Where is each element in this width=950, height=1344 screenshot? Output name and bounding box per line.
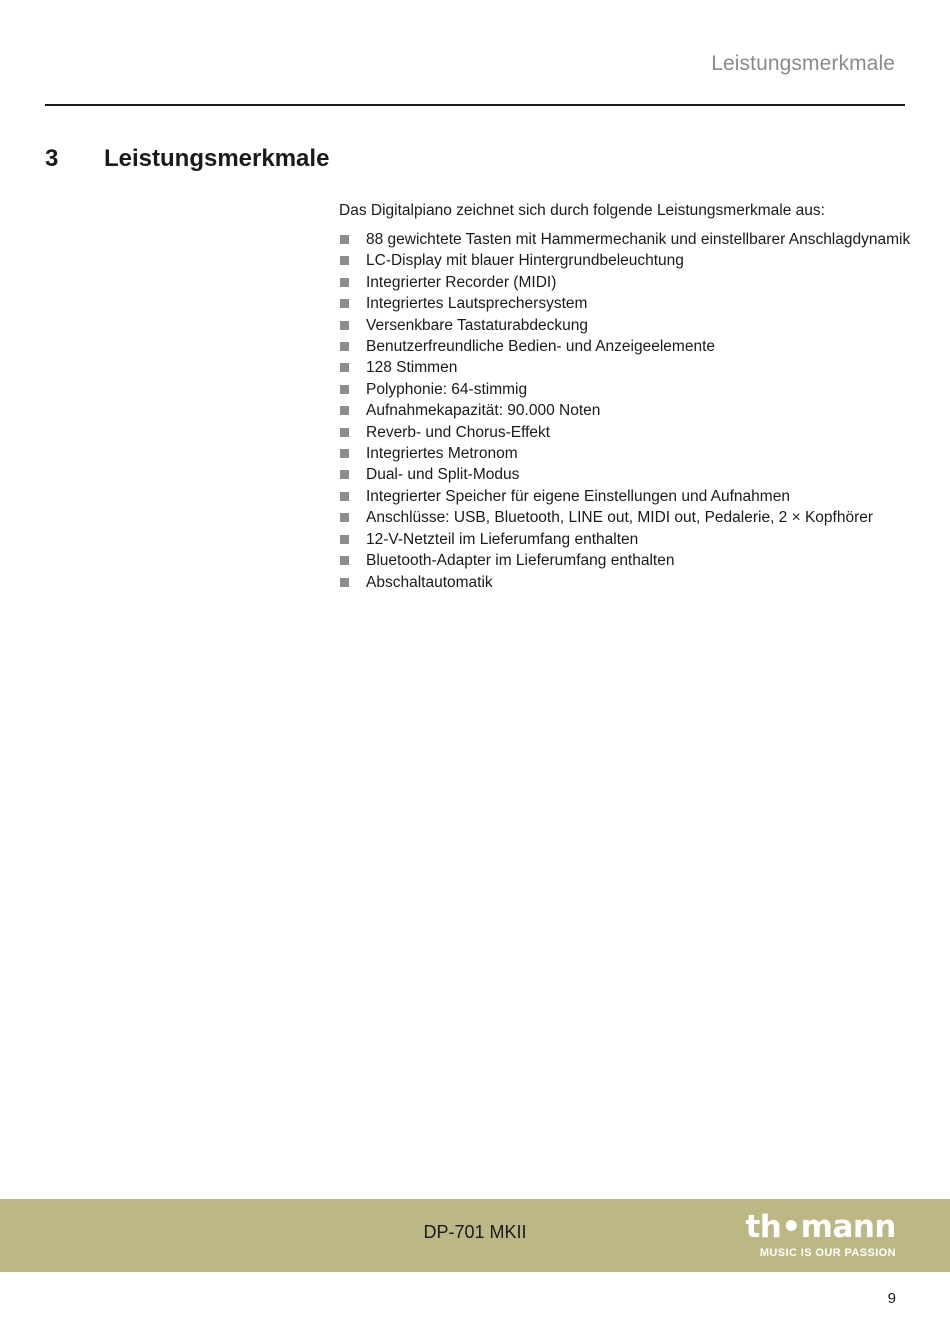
square-bullet-icon xyxy=(340,470,349,479)
feature-item xyxy=(339,550,909,571)
intro-paragraph: Das Digitalpiano zeichnet sich durch folgende Leistungsmerkmale aus: xyxy=(339,202,825,219)
square-bullet-icon xyxy=(340,256,349,265)
feature-item xyxy=(339,315,909,336)
running-header: Leistungsmerkmale xyxy=(711,52,895,75)
feature-text: 128 Stimmen xyxy=(366,359,458,377)
feature-item xyxy=(339,529,909,550)
feature-text: Bluetooth-Adapter im Lieferumfang enthalten xyxy=(366,552,675,570)
feature-text: Polyphonie: 64-stimmig xyxy=(366,380,528,398)
feature-text: Integrierter Speicher für eigene Einstellungen und Aufnahmen xyxy=(366,487,790,505)
feature-item xyxy=(339,507,909,528)
feature-text: 88 gewichtete Tasten mit Hammermechanik und einstellbarer Anschlagdynamik xyxy=(366,231,911,248)
feature-text: LC-Display mit blauer Hintergrundbeleuchtung xyxy=(366,252,684,270)
feature-item xyxy=(339,379,909,400)
square-bullet-icon xyxy=(340,449,349,458)
square-bullet-icon xyxy=(340,278,349,287)
feature-text: Reverb- und Chorus-Effekt xyxy=(366,423,551,441)
square-bullet-icon xyxy=(340,556,349,565)
square-bullet-icon xyxy=(340,363,349,372)
square-bullet-icon xyxy=(340,299,349,308)
square-bullet-icon xyxy=(340,578,349,587)
page-number: 9 xyxy=(887,1290,896,1307)
feature-item xyxy=(339,336,909,357)
square-bullet-icon xyxy=(340,513,349,522)
feature-text: 12-V-Netzteil im Lieferumfang enthalten xyxy=(366,530,639,548)
feature-text: Aufnahmekapazität: 90.000 Noten xyxy=(366,402,601,420)
logo-tagline: MUSIC IS OUR PASSION xyxy=(759,1247,896,1259)
logo-wordmark: th•mann xyxy=(745,1209,896,1245)
feature-item xyxy=(339,422,909,443)
square-bullet-icon xyxy=(340,492,349,501)
feature-item xyxy=(339,293,909,314)
feature-item xyxy=(339,486,909,507)
feature-item xyxy=(339,572,909,593)
feature-text: Integriertes Metronom xyxy=(366,445,518,463)
section-number: 3 xyxy=(45,145,59,172)
square-bullet-icon xyxy=(340,385,349,394)
feature-item xyxy=(339,250,909,271)
feature-list xyxy=(339,229,909,593)
feature-text: Abschaltautomatik xyxy=(366,573,493,591)
feature-item xyxy=(339,443,909,464)
section-heading xyxy=(45,145,329,173)
square-bullet-icon xyxy=(340,428,349,437)
feature-item xyxy=(339,357,909,378)
feature-text: Anschlüsse: USB, Bluetooth, LINE out, MIDI out, Pedalerie, 2 × Kopfhörer xyxy=(366,509,874,527)
feature-item xyxy=(339,229,909,250)
section-title: Leistungsmerkmale xyxy=(104,145,330,172)
feature-item xyxy=(339,400,909,421)
square-bullet-icon xyxy=(340,535,349,544)
feature-text: Versenkbare Tastaturabdeckung xyxy=(366,316,589,334)
feature-item xyxy=(339,464,909,485)
square-bullet-icon xyxy=(340,321,349,330)
feature-text: Benutzerfreundliche Bedien- und Anzeigeelemente xyxy=(366,338,715,356)
header-rule xyxy=(45,104,905,106)
content xyxy=(339,200,909,593)
model-name: DP-701 MKII xyxy=(423,1222,527,1242)
feature-text: Integriertes Lautsprechersystem xyxy=(366,295,588,313)
feature-item xyxy=(339,272,909,293)
square-bullet-icon xyxy=(340,406,349,415)
square-bullet-icon xyxy=(340,342,349,351)
square-bullet-icon xyxy=(340,235,349,244)
feature-text: Integrierter Recorder (MIDI) xyxy=(366,273,557,291)
thomann-logo xyxy=(736,1209,896,1260)
feature-text: Dual- und Split-Modus xyxy=(366,466,520,484)
